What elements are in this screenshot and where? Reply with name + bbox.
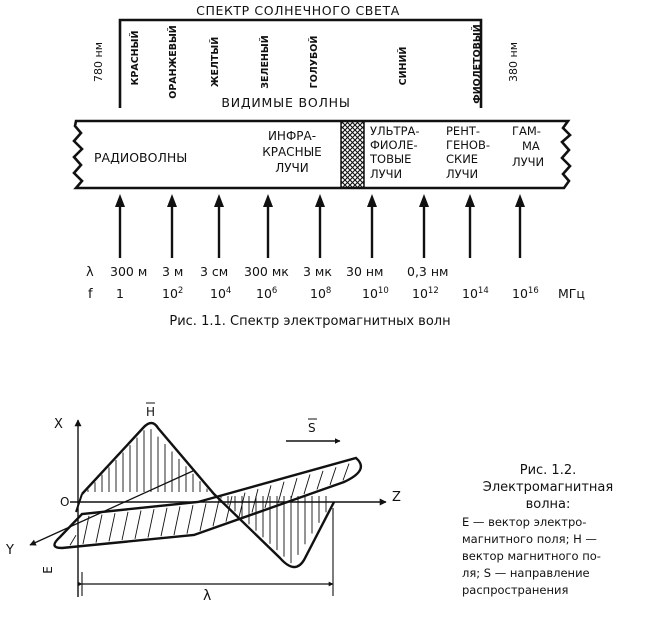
color-label-yellow: ЖЕЛТЫЙ — [210, 36, 221, 88]
band-xray-label-3: СКИЕ — [446, 152, 479, 166]
frequency-row — [88, 286, 585, 302]
color-label-orange: ОРАНЖЕВЫЙ — [168, 25, 179, 99]
axis-x-label: X — [54, 417, 63, 432]
band-radio-label: РАДИОВОЛНЫ — [94, 150, 188, 165]
wavelength-row — [86, 264, 448, 280]
e-field-wave — [82, 423, 334, 567]
figure2-caption — [462, 463, 613, 597]
h-field-wave — [54, 458, 360, 548]
h-hatch-line — [252, 489, 258, 513]
band-infrared-label-1: ИНФРА- — [267, 129, 317, 143]
h-hatch-line — [109, 513, 115, 541]
h-hatch-line — [343, 464, 349, 481]
h-hatch-line — [122, 512, 128, 540]
caption-legend-line: распространения — [462, 583, 569, 597]
caption-title-line: Электромагнитная — [482, 480, 614, 495]
frequency-arrow-head — [263, 194, 273, 207]
h-hatch-line — [161, 508, 167, 536]
frequency-arrows — [115, 194, 525, 258]
axis-y-label: Y — [6, 543, 14, 558]
lambda-value: 0,3 нм — [407, 264, 449, 279]
lambda-value: 3 м — [162, 264, 184, 279]
h-hatch-line — [174, 506, 180, 534]
lambda-value: 3 мк — [303, 264, 332, 279]
solar-spectrum-title: СПЕКТР СОЛНЕЧНОГО СВЕТА — [196, 3, 400, 18]
wavelength-label: λ — [203, 588, 212, 604]
band-xray-label-1: РЕНТ- — [446, 124, 481, 138]
visible-light-hatch — [341, 121, 364, 188]
band-uv-label-1: УЛЬТРА- — [370, 124, 420, 138]
e-field-wave-lower-return — [76, 494, 82, 512]
wavelength-780-label: 780 нм — [92, 42, 105, 82]
color-label-blue: СИНИЙ — [398, 46, 409, 86]
visible-color-labels — [129, 24, 483, 103]
lambda-value: 3 см — [200, 264, 229, 279]
band-infrared-label-3: ЛУЧИ — [275, 161, 309, 175]
caption-title-line: волна: — [525, 497, 571, 512]
f-unit: МГц — [558, 286, 585, 301]
frequency-value: $10^{14}$ — [462, 286, 489, 301]
band-uv-label-4: ЛУЧИ — [370, 167, 403, 181]
lambda-value: 300 м — [110, 264, 148, 279]
origin-label: O — [60, 495, 70, 509]
frequency-value: $10^2$ — [162, 286, 184, 301]
figure1-caption: Рис. 1.1. Спектр электромагнитных волн — [169, 314, 451, 329]
band-xray-label-2: ГЕНОВ- — [446, 138, 491, 152]
lambda-symbol: λ — [86, 265, 94, 280]
h-hatch-line — [317, 471, 323, 490]
caption-legend-line: магнитного поля; H — — [462, 532, 597, 546]
frequency-arrow-head — [515, 194, 525, 207]
h-hatch-line — [70, 535, 76, 545]
h-hatch-line — [291, 478, 297, 499]
frequency-arrow-head — [367, 194, 377, 207]
frequency-value: $10^4$ — [210, 286, 232, 301]
h-hatch-line — [278, 482, 284, 504]
band-infrared-label-2: КРАСНЫЕ — [262, 145, 322, 159]
visible-waves-label: ВИДИМЫЕ ВОЛНЫ — [221, 95, 351, 110]
band-gamma-label-3: ЛУЧИ — [512, 155, 545, 169]
frequency-value: $10^{10}$ — [362, 286, 389, 301]
frequency-value: $10^{16}$ — [512, 286, 539, 301]
h-hatch-line — [330, 467, 336, 485]
caption-legend-line: E — вектор электро- — [462, 515, 587, 529]
h-hatch-line — [304, 474, 310, 494]
band-gamma-label-1: ГАМ- — [512, 124, 541, 138]
h-hatch-line — [135, 511, 141, 539]
h-hatch-line — [187, 505, 193, 534]
frequency-values — [116, 286, 539, 301]
vector-h-label: H — [146, 405, 156, 419]
figure-spectrum — [74, 3, 585, 329]
frequency-arrow-head — [167, 194, 177, 207]
band-gamma-label-2: МА — [522, 139, 540, 153]
color-label-cyan: ГОЛУБОЙ — [309, 35, 320, 89]
caption-legend-line: вектор магнитного по- — [462, 549, 601, 563]
frequency-arrow-head — [214, 194, 224, 207]
frequency-arrow-head — [419, 194, 429, 207]
frequency-value: $10^6$ — [256, 286, 278, 301]
caption-legend-line: ля; S — направление — [462, 566, 590, 580]
color-label-green: ЗЕЛЕНЫЙ — [260, 35, 271, 89]
h-hatch-line — [96, 515, 102, 543]
band-xray-label-4: ЛУЧИ — [446, 167, 479, 181]
y-axis — [30, 470, 195, 545]
frequency-arrow-head — [115, 194, 125, 207]
f-symbol: f — [88, 287, 93, 302]
frequency-arrow-head — [315, 194, 325, 207]
lambda-value: 300 мк — [244, 264, 289, 279]
caption-title-line: Рис. 1.2. — [519, 463, 577, 478]
axis-z-label: Z — [392, 490, 401, 505]
h-hatch-line — [213, 500, 219, 526]
color-label-red: КРАСНЫЙ — [130, 30, 141, 86]
vector-s-label: S — [308, 421, 316, 435]
wavelength-380-label: 380 нм — [507, 42, 520, 82]
band-uv-label-2: ФИОЛЕ- — [370, 138, 418, 152]
band-labels — [94, 124, 544, 181]
lambda-value: 30 нм — [346, 264, 384, 279]
h-field-hatching — [70, 464, 349, 546]
frequency-value: 1 — [116, 286, 124, 301]
frequency-arrow-head — [465, 194, 475, 207]
vector-e-label: E — [41, 566, 55, 574]
h-hatch-line — [148, 509, 154, 537]
figure-em-wave — [5, 403, 613, 604]
frequency-value: $10^{12}$ — [412, 286, 439, 301]
h-hatch-line — [200, 503, 206, 530]
color-label-violet: ФИОЛЕТОВЫЙ — [472, 24, 483, 104]
frequency-value: $10^8$ — [310, 286, 332, 301]
band-uv-label-3: ТОВЫЕ — [370, 152, 412, 166]
